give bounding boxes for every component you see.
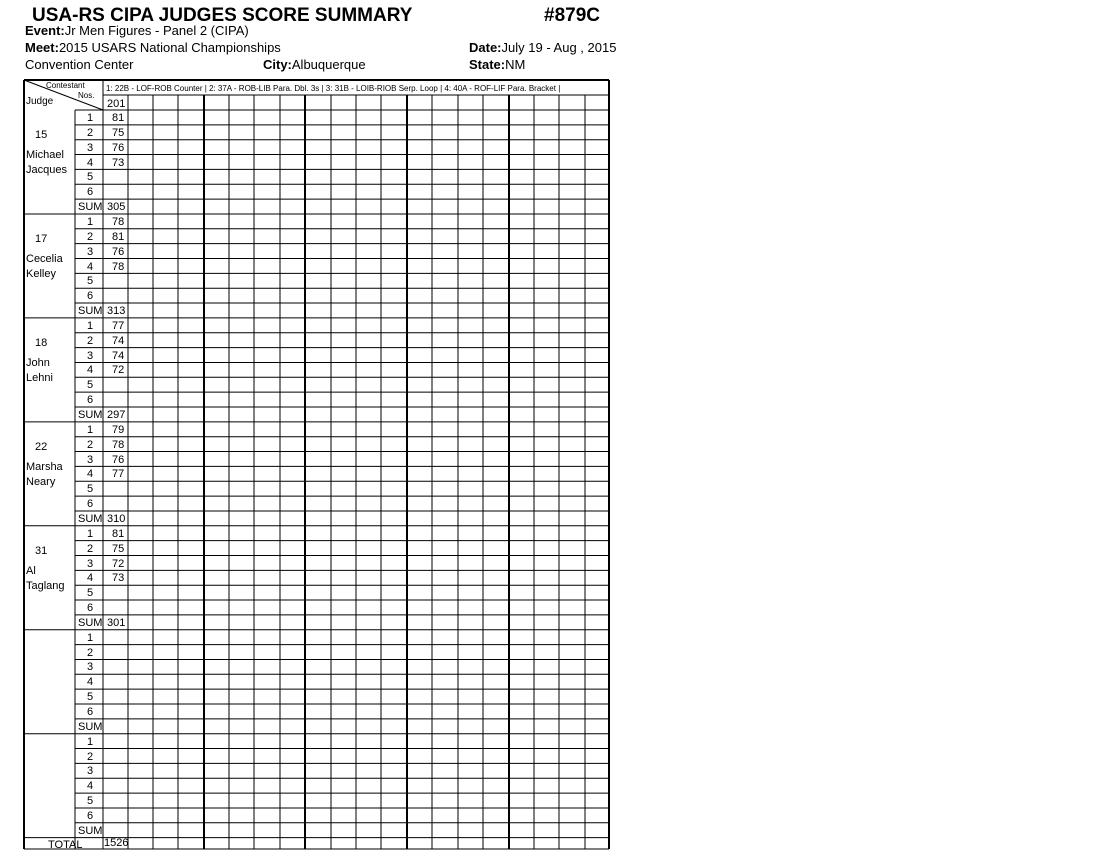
report-id: #879C xyxy=(544,5,600,26)
event-label: Event: xyxy=(25,23,65,38)
score-cell: 72 xyxy=(112,364,125,377)
sum-label: SUM xyxy=(78,409,103,421)
score-cell: 72 xyxy=(112,557,125,570)
sum-value: 305 xyxy=(107,201,126,214)
row-number: 3 xyxy=(87,349,94,362)
row-number: 4 xyxy=(87,364,94,377)
contestant-label: Contestant xyxy=(46,81,85,90)
row-number: 4 xyxy=(87,260,94,273)
row-number: 1 xyxy=(87,631,94,644)
score-cell: 73 xyxy=(112,572,125,585)
row-number: 5 xyxy=(87,691,94,704)
judge-number: 18 xyxy=(35,336,48,349)
sum-value: 301 xyxy=(107,616,126,629)
score-cell: 77 xyxy=(112,468,125,481)
state-label: State: xyxy=(469,57,506,72)
judge-first-name: Michael xyxy=(26,149,64,161)
report-title: USA-RS CIPA JUDGES SCORE SUMMARY xyxy=(32,5,413,26)
judge-first-name: Al xyxy=(26,564,36,577)
row-number: 1 xyxy=(87,423,94,436)
total-label: TOTAL xyxy=(48,839,83,851)
row-number: 2 xyxy=(87,750,94,763)
row-number: 6 xyxy=(87,394,94,407)
judge-last-name: Jacques xyxy=(26,164,67,176)
score-cell: 75 xyxy=(112,542,125,555)
row-number: 5 xyxy=(87,587,94,600)
row-number: 4 xyxy=(87,156,94,169)
judge-label: Judge xyxy=(26,96,54,107)
score-cell: 77 xyxy=(112,319,125,332)
score-cell: 78 xyxy=(112,260,125,273)
row-number: 4 xyxy=(87,572,94,585)
event-value: Jr Men Figures - Panel 2 (CIPA) xyxy=(64,23,249,38)
row-number: 3 xyxy=(87,557,94,570)
judge-number: 22 xyxy=(35,440,48,453)
judge-last-name: Neary xyxy=(26,475,56,488)
sum-label: SUM xyxy=(78,720,103,733)
row-number: 6 xyxy=(87,290,94,303)
row-number: 2 xyxy=(87,646,94,659)
contestant-number: 201 xyxy=(107,98,126,110)
row-number: 2 xyxy=(87,542,94,555)
row-number: 6 xyxy=(87,809,94,822)
score-cell: 81 xyxy=(112,230,125,243)
judge-first-name: Cecelia xyxy=(26,252,63,265)
row-number: 6 xyxy=(87,498,94,511)
sum-value: 313 xyxy=(107,305,126,318)
judge-number: 15 xyxy=(35,129,48,141)
sum-value: 310 xyxy=(107,512,126,525)
date-label: Date: xyxy=(469,40,502,55)
row-number: 3 xyxy=(87,453,94,466)
judge-last-name: Taglang xyxy=(26,579,65,592)
row-number: 1 xyxy=(87,735,94,748)
judge-first-name: Marsha xyxy=(26,460,63,473)
figures-header: 1: 22B - LOF-ROB Counter | 2: 37A - ROB-LIB Para. Dbl. 3s | 3: 31B - LOIB-RIOB Serp. Loop | 4: 40A - ROF-LIF Para. Bracket | xyxy=(106,84,561,93)
score-cell: 75 xyxy=(112,126,125,139)
sum-label: SUM xyxy=(78,305,103,318)
score-cell: 74 xyxy=(112,334,125,347)
row-number: 2 xyxy=(87,126,94,139)
row-number: 4 xyxy=(87,468,94,481)
score-cell: 74 xyxy=(112,349,125,362)
row-number: 3 xyxy=(87,141,94,154)
score-cell: 78 xyxy=(112,215,125,228)
row-number: 6 xyxy=(87,706,94,718)
sum-label: SUM xyxy=(78,824,103,837)
sum-label: SUM xyxy=(78,616,103,629)
nos-label: Nos. xyxy=(78,91,95,100)
row-number: 1 xyxy=(87,319,94,332)
venue: Convention Center xyxy=(25,57,134,72)
row-number: 3 xyxy=(87,245,94,258)
score-cell: 76 xyxy=(112,245,125,258)
judge-last-name: Kelley xyxy=(26,267,56,280)
row-number: 2 xyxy=(87,334,94,347)
row-number: 1 xyxy=(87,527,94,540)
score-cell: 76 xyxy=(112,141,125,154)
judge-first-name: John xyxy=(26,356,50,369)
total-value: 1526 xyxy=(104,837,129,849)
row-number: 2 xyxy=(87,438,94,451)
sum-label: SUM xyxy=(78,201,103,214)
row-number: 5 xyxy=(87,795,94,808)
row-number: 3 xyxy=(87,765,94,778)
sum-label: SUM xyxy=(78,512,103,525)
score-cell: 78 xyxy=(112,438,125,451)
row-number: 5 xyxy=(87,171,94,184)
row-number: 1 xyxy=(87,215,94,228)
score-cell: 79 xyxy=(112,423,125,436)
row-number: 1 xyxy=(87,112,94,124)
row-number: 4 xyxy=(87,676,94,689)
row-number: 2 xyxy=(87,230,94,243)
state-value: NM xyxy=(505,57,526,72)
judge-number: 17 xyxy=(35,232,48,245)
score-cell: 81 xyxy=(112,527,125,540)
meet-value: 2015 USARS National Championships xyxy=(58,40,281,55)
sum-value: 297 xyxy=(107,409,126,421)
row-number: 6 xyxy=(87,186,94,199)
score-cell: 76 xyxy=(112,453,125,466)
row-number: 5 xyxy=(87,483,94,496)
score-cell: 81 xyxy=(112,112,125,124)
row-number: 5 xyxy=(87,275,94,288)
judge-last-name: Lehni xyxy=(26,371,53,384)
judge-number: 31 xyxy=(35,544,48,557)
row-number: 3 xyxy=(87,661,94,674)
date-value: July 19 - Aug , 2015 xyxy=(501,40,617,55)
city-label: City: xyxy=(263,57,292,72)
row-number: 6 xyxy=(87,602,94,615)
meet-label: Meet: xyxy=(25,40,59,55)
city-value: Albuquerque xyxy=(291,57,366,72)
row-number: 5 xyxy=(87,379,94,392)
score-cell: 73 xyxy=(112,156,125,169)
row-number: 4 xyxy=(87,780,94,793)
